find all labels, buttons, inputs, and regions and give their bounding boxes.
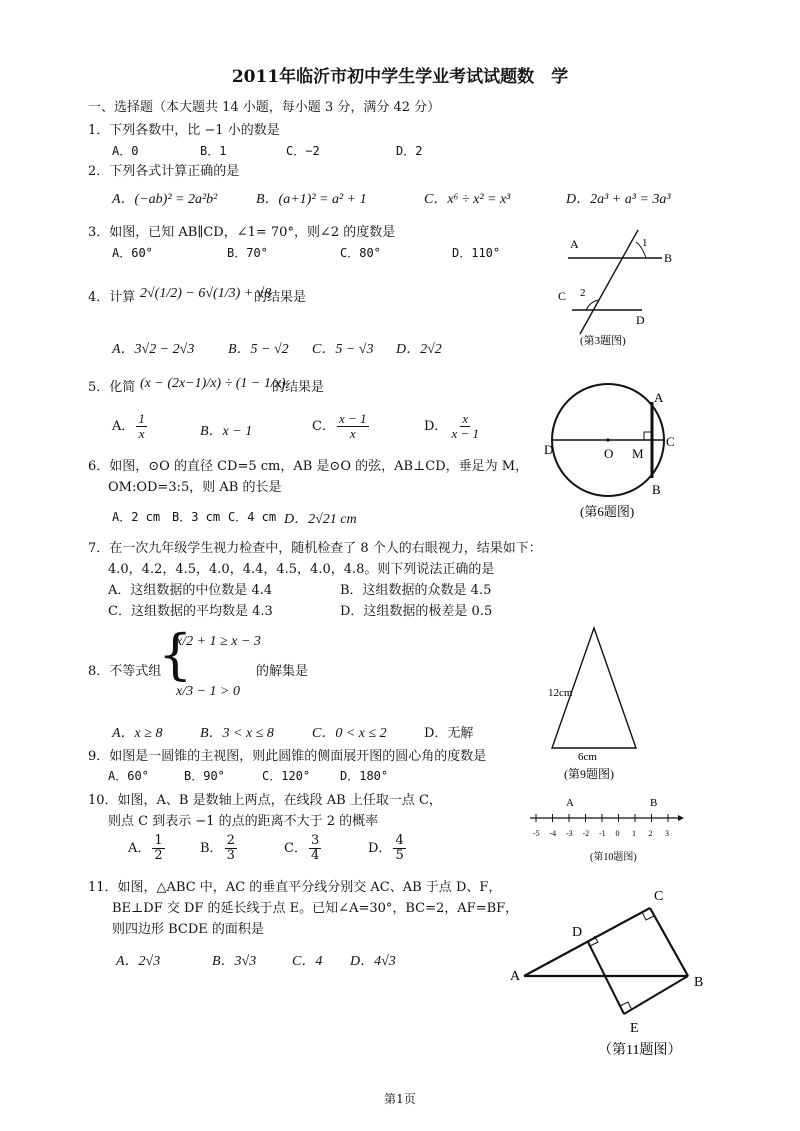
q3-stem: 3．如图，已知 AB∥CD，∠1= 70°，则∠2 的度数是	[88, 225, 396, 240]
q7-option-c: C．这组数据的平均数是 4.3	[108, 604, 273, 619]
q11-label-c: C	[654, 889, 664, 904]
q8-option-c: C．0 < x ≤ 2	[312, 726, 387, 741]
q10-tick-label: -2	[582, 829, 590, 838]
q6-label-d: D	[544, 442, 554, 457]
q8-inequality-2: x/3 − 1 > 0	[176, 684, 240, 699]
q2-option-a: A．(−ab)² = 2a²b²	[112, 192, 218, 207]
q11-figure	[504, 886, 714, 1062]
q10-option-a-label: A．	[128, 841, 151, 856]
q11-line-de	[588, 942, 624, 1014]
q4-option-a: A．3√2 − 2√3	[112, 342, 195, 357]
q10-tick-label: -5	[533, 829, 540, 838]
q10-tick-label: 2	[648, 829, 653, 838]
q5-option-b: B．x − 1	[200, 424, 253, 439]
q5-option-a	[112, 412, 149, 441]
q10-option-b	[200, 834, 239, 863]
q5-a-denominator: x	[138, 426, 145, 441]
q11-label-d: D	[572, 925, 583, 940]
q10-c-numerator: 3	[310, 833, 320, 848]
q4-expression: 2√(1/2) − 6√(1/3) + √8	[140, 286, 272, 301]
q3-figure	[550, 224, 680, 352]
q9-caption: (第9题图)	[564, 767, 614, 781]
q10-tick-label: 1	[632, 829, 636, 838]
q9-option-c: C．120°	[262, 769, 311, 783]
q10-label-b: B	[650, 797, 658, 809]
q3-label-d: D	[636, 313, 645, 327]
q10-tick-label: 3	[665, 829, 669, 838]
q8-option-d: D．无解	[424, 726, 474, 741]
q6-label-a: A	[654, 390, 664, 405]
q3-label-b: B	[664, 251, 673, 265]
q6-label-o: O	[604, 446, 614, 461]
q4-stem-pre: 4．计算	[88, 290, 136, 305]
q1-stem: 1．下列各数中，比 −1 小的数是	[88, 123, 280, 138]
q4-option-c: C．5 − √3	[312, 342, 374, 357]
q10-tick-label: 0	[615, 829, 620, 838]
q4-stem-post: 的结果是	[254, 290, 307, 305]
q5-option-d	[424, 412, 483, 441]
q8-brace: {	[158, 623, 193, 686]
q2-option-c: C．x⁶ ÷ x² = x³	[424, 192, 511, 207]
q11-option-c: C．4	[292, 954, 323, 969]
q10-option-a	[128, 834, 167, 863]
q3-option-c: C．80°	[340, 246, 381, 260]
q5-d-denominator: x − 1	[451, 426, 479, 441]
q4-option-b: B．5 − √2	[228, 342, 289, 357]
q7-option-a: A．这组数据的中位数是 4.4	[108, 583, 273, 598]
q1-option-d: D．2	[396, 144, 423, 158]
q5-stem-pre: 5．化简	[88, 380, 136, 395]
q3-transversal	[580, 230, 638, 334]
q10-option-d	[368, 834, 408, 863]
q10-line2: 则点 C 到表示 −1 的点的距离不大于 2 的概率	[108, 814, 379, 829]
q5-stem-post: 的结果是	[272, 380, 325, 395]
q1-option-c: C．−2	[286, 144, 320, 158]
q7-line1: 7．在一次九年级学生视力检查中，随机检查了 8 个人的右眼视力，结果如下：	[88, 541, 542, 556]
q4-option-d: D．2√2	[396, 342, 442, 357]
q10-tick-label: -1	[599, 829, 606, 838]
q2-option-b: B．(a+1)² = a² + 1	[256, 192, 367, 207]
page-title: 2011年临沂市初中学生学业考试试题数 学	[231, 67, 569, 87]
q10-d-numerator: 4	[395, 833, 404, 848]
q6-option-c: C．4 cm	[228, 510, 277, 524]
q5-c-denominator: x	[349, 426, 356, 441]
q9-base-label: 6cm	[578, 751, 597, 763]
q8-option-a: A．x ≥ 8	[112, 726, 163, 741]
q3-label-a: A	[570, 237, 579, 251]
q5-option-a-label: A．	[112, 419, 135, 434]
q6-option-b: B．3 cm	[172, 510, 221, 524]
q10-b-denominator: 3	[226, 848, 235, 863]
q5-option-d-label: D．	[424, 419, 448, 434]
q8-inequality-1: x/2 + 1 ≥ x − 3	[176, 634, 261, 649]
q10-option-c	[284, 834, 323, 863]
q9-option-d: D．180°	[340, 769, 389, 783]
q10-axis-arrow	[678, 815, 684, 821]
q11-label-b: B	[694, 975, 704, 990]
q11-line2: BE⊥DF 交 DF 的延长线于点 E。已知∠A=30°，BC=2，AF=BF，	[112, 901, 519, 916]
q10-number-line	[526, 794, 686, 866]
q11-caption: （第11题图）	[598, 1043, 682, 1058]
q5-option-c-label: C．	[312, 419, 335, 434]
q3-label-c: C	[558, 289, 567, 303]
q10-c-denominator: 4	[310, 848, 320, 863]
q10-b-numerator: 2	[226, 833, 235, 848]
q7-line2: 4.0，4.2，4.5，4.0，4.4，4.5，4.0，4.8。则下列说法正确的是	[108, 562, 495, 577]
q3-option-d: D．110°	[452, 246, 501, 260]
q11-line1: 11．如图，△ABC 中，AC 的垂直平分线分别交 AC、AB 于点 D、F，	[88, 880, 502, 895]
q6-option-d: D．2√21 cm	[284, 512, 357, 527]
q10-a-numerator: 1	[154, 833, 163, 848]
q3-option-b: B．70°	[227, 246, 268, 260]
q11-side-cb	[650, 908, 688, 976]
q11-option-d: D．4√3	[350, 954, 396, 969]
q6-caption: (第6题图)	[580, 504, 635, 519]
q5-option-c	[312, 412, 371, 441]
q3-option-a: A．60°	[112, 246, 153, 260]
q3-label-2: 2	[580, 287, 586, 299]
q9-option-b: B．90°	[184, 769, 225, 783]
q11-line3: 则四边形 BCDE 的面积是	[112, 922, 264, 937]
q5-expression: (x − (2x−1)/x) ÷ (1 − 1/x)	[140, 376, 286, 391]
q2-option-d: D．2a³ + a³ = 3a³	[566, 192, 671, 207]
q10-option-c-label: C．	[284, 841, 307, 856]
q5-a-numerator: 1	[138, 411, 145, 426]
q3-caption: (第3题图)	[580, 335, 626, 347]
q2-stem: 2．下列各式计算正确的是	[88, 164, 240, 179]
q1-option-b: B．1	[200, 144, 227, 158]
q6-figure	[540, 380, 690, 526]
q11-option-b: B．3√3	[212, 954, 257, 969]
q6-label-b: B	[652, 482, 661, 497]
q11-side-ac	[524, 908, 650, 976]
q6-label-m: M	[632, 446, 644, 461]
q10-d-denominator: 5	[395, 848, 404, 863]
q8-stem-pre: 8．不等式组	[88, 664, 162, 679]
q6-label-c: C	[666, 434, 675, 449]
q7-option-d: D．这组数据的极差是 0.5	[340, 604, 493, 619]
q5-d-numerator: x	[462, 411, 469, 426]
q3-label-1: 1	[642, 237, 648, 249]
q10-option-b-label: B．	[200, 841, 223, 856]
q10-tick-label: -4	[549, 829, 557, 838]
q9-side-label: 12cm	[548, 687, 573, 699]
q6-option-a: A．2 cm	[112, 510, 161, 524]
q7-option-b: B．这组数据的众数是 4.5	[340, 583, 492, 598]
q5-c-numerator: x − 1	[338, 411, 367, 426]
q10-tick-label: -3	[566, 829, 573, 838]
page-footer: 第1页	[384, 1092, 416, 1106]
q9-figure	[540, 624, 650, 784]
q1-option-a: A．0	[112, 144, 139, 158]
q10-option-d-label: D．	[368, 841, 392, 856]
q11-option-a: A．2√3	[116, 954, 161, 969]
q8-option-b: B．3 < x ≤ 8	[200, 726, 274, 741]
q10-a-denominator: 2	[154, 848, 163, 863]
q9-option-a: A．60°	[108, 769, 149, 783]
section-heading: 一、选择题（本大题共 14 小题，每小题 3 分，满分 42 分）	[88, 100, 441, 115]
q11-label-e: E	[630, 1021, 639, 1036]
q11-line-eb	[624, 976, 688, 1014]
q6-center-point	[606, 438, 609, 441]
q11-label-a: A	[510, 969, 521, 984]
q10-line1: 10．如图，A、B 是数轴上两点，在线段 AB 上任取一点 C，	[88, 793, 442, 808]
q6-line1: 6．如图，⊙O 的直径 CD=5 cm，AB 是⊙O 的弦，AB⊥CD，垂足为 M，	[88, 459, 529, 474]
q9-stem: 9．如图是一圆锥的主视图，则此圆锥的侧面展开图的圆心角的度数是	[88, 749, 487, 764]
q8-stem-post: 的解集是	[256, 664, 309, 679]
q6-line2: OM:OD=3:5，则 AB 的长是	[108, 480, 282, 495]
q10-label-a: A	[566, 797, 574, 809]
q10-caption: (第10题图)	[590, 852, 637, 863]
